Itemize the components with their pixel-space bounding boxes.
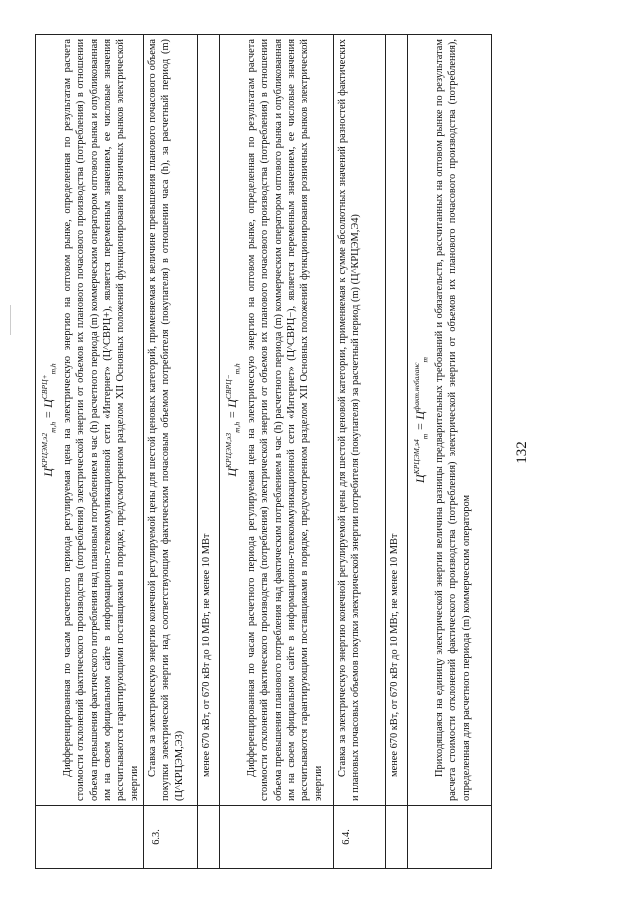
- row-content-cell: [386, 35, 408, 806]
- rate-description-text: Ставка за электрическую энергию конечной регулируемой цены для шестой ценовых категорий, применяемая к величине превышения планового почасового объема покупки электрической энергии над соответствующим фактическим почасовым объемом потребителя (покупателя) в отношении часа (h), за расчетный период (m) (Ц^КРЦЭМ,Э3): [147, 39, 185, 801]
- table-row: [198, 35, 220, 869]
- scan-edge-mark: [10, 305, 11, 335]
- definition-text: Дифференцированная по часам расчетного периода регулируемая цена на электрическую энергию на оптовом рынке, определенная по результатам расчета стоимости отклонений фактического производства (потребления) электрической энергии от объемов их планового почасового производства (потребления) в отношении объема превышения планового потребления над фактическим потреблением в час (h) расчетного периода (m) коммерческим оператором оптового рынка и опубликованная им на своем официальном сайте в информационно-телекоммуникационной сети «Интернет» (Ц^СВРЦ−), является переменным значением, ее числовые значения рассчитываются гарантирующими поставщиками в порядке, предусмотренном разделом XII Основных положений функционирования розничных рынков электрической энергии: [245, 39, 324, 801]
- row-number-cell: [408, 806, 492, 869]
- table-row: [36, 35, 144, 869]
- row-content-cell: [36, 35, 144, 806]
- row-number-cell: [198, 806, 220, 869]
- formula: $Ц^{КРЦЭМ,э4}_m = Ц^{факт.небаланс}_m$: [412, 357, 430, 483]
- rate-description-text: Ставка за электрическую энергию конечной регулируемой цены для шестой ценовой категории, применяемая к сумме абсолютных значений разностей фактических и плановых почасовых объемов покупки электрической энергии потребителя (покупателя) за расчетный период (m) (Ц^КРЦЭМ,Э4): [337, 39, 362, 801]
- row-number-cell: [386, 806, 408, 869]
- row-number-cell: 6.4.: [334, 806, 386, 869]
- row-content-cell: [198, 35, 220, 806]
- definition-text: Дифференцированная по часам расчетного периода регулируемая цена на электрическую энергию на оптовом рынке, определенная по результатам расчета стоимости отклонений фактического производства (потребления) электрической энергии от объемов их планового почасового производства (потребления) в отношении объема превышения фактического потребления над плановым потреблением в час (h) расчетного периода (m) коммерческим оператором оптового рынка и опубликованная им на своем официальном сайте в информационно-телекоммуникационной сети «Интернет» (Ц^СВРЦ+), является переменным значением, ее числовые значения рассчитываются гарантирующими поставщиками в порядке, предусмотренном разделом XII Основных положений функционирования розничных рынков электрической энергии: [61, 39, 140, 801]
- page-number: 132: [514, 441, 530, 464]
- table-row: [220, 35, 334, 869]
- tariff-table: [35, 34, 492, 869]
- definition-text: Приходящаяся на единицу электрической энергии величина разницы предварительных требований и обязательств, рассчитанных на оптовом рынке по результатам расчета стоимости отклонений фактического производства (потребления) электрической энергии от объемов их планового почасового производства (потребления), определенная для расчетного периода (m) коммерческим оператором: [433, 39, 472, 801]
- table-row: [408, 35, 492, 869]
- power-category-subhead: менее 670 кВт, от 670 кВт до 10 МВт, не менее 10 МВт: [201, 533, 212, 777]
- table-row: [386, 35, 408, 869]
- row-number-cell: [220, 806, 334, 869]
- row-content-cell: [408, 35, 492, 806]
- power-category-subhead: менее 670 кВт, от 670 кВт до 10 МВт, не менее 10 МВт: [389, 533, 400, 777]
- table-row: [144, 35, 198, 869]
- row-content-cell: [220, 35, 334, 806]
- row-number-cell: [36, 806, 144, 869]
- row-content-cell: [144, 35, 198, 806]
- table-row: [334, 35, 386, 869]
- row-number-cell: 6.3.: [144, 806, 198, 869]
- row-content-cell: [334, 35, 386, 806]
- formula: $Ц^{КРЦЭМ,э3}_{m,h} = Ц^{СВРЦ-}_{m,h}$: [224, 363, 242, 477]
- formula: $Ц^{КРЦЭМ,э2}_{m,h} = Ц^{СВРЦ+}_{m,h}$: [40, 363, 58, 477]
